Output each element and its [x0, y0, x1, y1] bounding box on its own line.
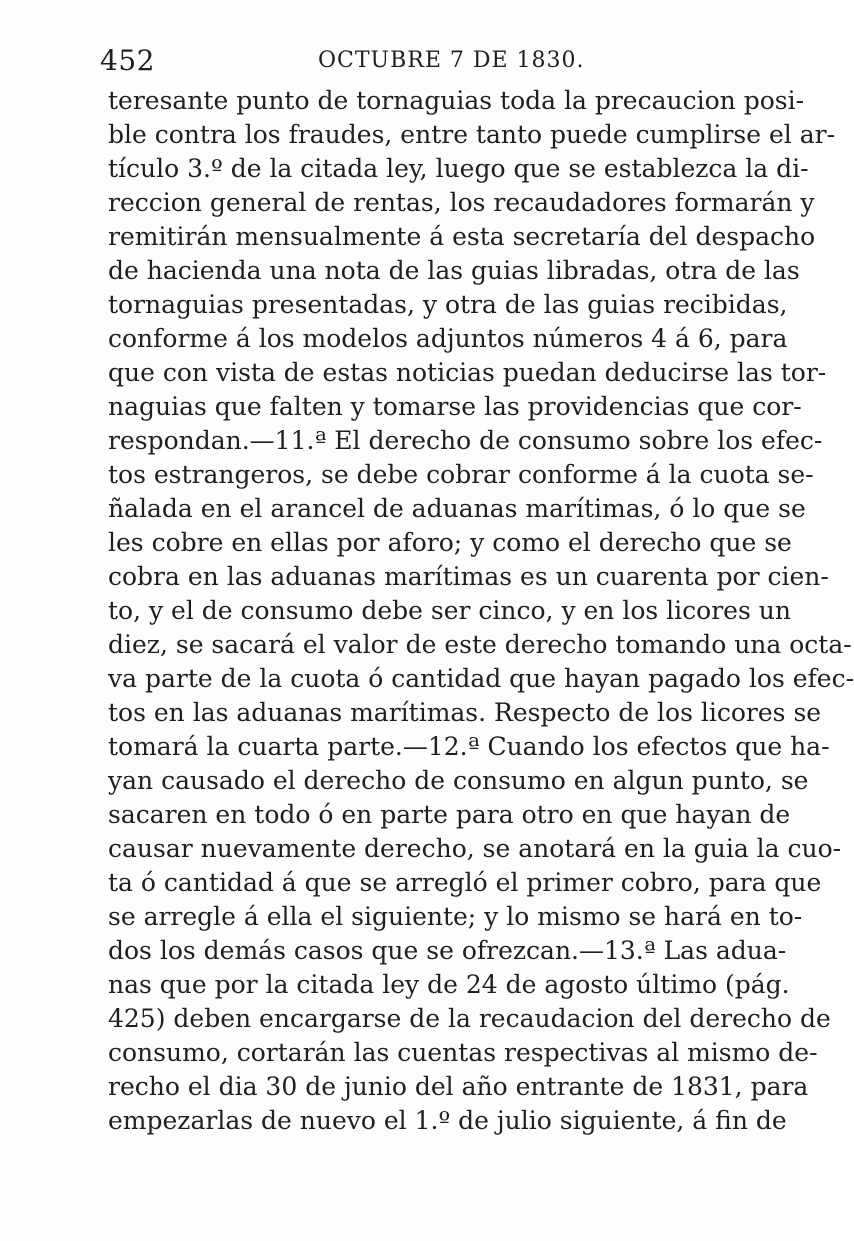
text-line: que con vista de estas noticias puedan deducirse las tor-	[108, 358, 827, 387]
text-line: les cobre en ellas por aforo; y como el derecho que se	[108, 528, 792, 557]
text-line: tomará la cuarta parte.—12.ª Cuando los efectos que ha-	[108, 732, 830, 761]
text-line: respondan.—11.ª El derecho de consumo sobre los efec-	[108, 426, 823, 455]
text-line: 425) deben encargarse de la recaudacion del derecho de	[108, 1004, 831, 1033]
page-number: 452	[100, 44, 155, 77]
text-line: tos en las aduanas marítimas. Respecto de los licores se	[108, 698, 822, 727]
text-line: reccion general de rentas, los recaudadores formarán y	[108, 188, 815, 217]
text-line: ñalada en el arancel de aduanas marítimas, ó lo que se	[108, 494, 806, 523]
running-head: OCTUBRE 7 DE 1830.	[318, 48, 585, 73]
text-line: diez, se sacará el valor de este derecho tomando una octa-	[108, 630, 852, 659]
body-text	[108, 84, 854, 1138]
text-line: teresante punto de tornaguias toda la precaucion posi-	[108, 86, 805, 115]
text-line: to, y el de consumo debe ser cinco, y en los licores un	[108, 596, 791, 625]
text-line: dos los demás casos que se ofrezcan.—13.ª Las adua-	[108, 936, 787, 965]
text-line: naguias que falten y tomarse las providencias que cor-	[108, 392, 802, 421]
text-line: ta ó cantidad á que se arregló el primer cobro, para que	[108, 868, 822, 897]
page-header	[100, 44, 690, 84]
text-line: empezarlas de nuevo el 1.º de julio siguiente, á fin de	[108, 1106, 787, 1135]
text-line: conforme á los modelos adjuntos números 4 á 6, para	[108, 324, 788, 353]
text-line: recho el dia 30 de junio del año entrante de 1831, para	[108, 1072, 809, 1101]
text-line: causar nuevamente derecho, se anotará en la guia la cuo-	[108, 834, 842, 863]
text-line: yan causado el derecho de consumo en algun punto, se	[108, 766, 809, 795]
text-line: tornaguias presentadas, y otra de las guias recibidas,	[108, 290, 788, 319]
text-line: se arregle á ella el siguiente; y lo mismo se hará en to-	[108, 902, 803, 931]
text-line: va parte de la cuota ó cantidad que hayan pagado los efec-	[108, 664, 854, 693]
text-line: remitirán mensualmente á esta secretaría del despacho	[108, 222, 816, 251]
text-line: cobra en las aduanas marítimas es un cuarenta por cien-	[108, 562, 829, 591]
text-line: ble contra los fraudes, entre tanto puede cumplirse el ar-	[108, 120, 836, 149]
text-line: tículo 3.º de la citada ley, luego que se establezca la di-	[108, 154, 809, 183]
text-line: nas que por la citada ley de 24 de agosto último (pág.	[108, 970, 790, 999]
text-line: tos estrangeros, se debe cobrar conforme á la cuota se-	[108, 460, 814, 489]
text-line: sacaren en todo ó en parte para otro en que hayan de	[108, 800, 791, 829]
text-line: consumo, cortarán las cuentas respectivas al mismo de-	[108, 1038, 818, 1067]
text-line: de hacienda una nota de las guias libradas, otra de las	[108, 256, 800, 285]
